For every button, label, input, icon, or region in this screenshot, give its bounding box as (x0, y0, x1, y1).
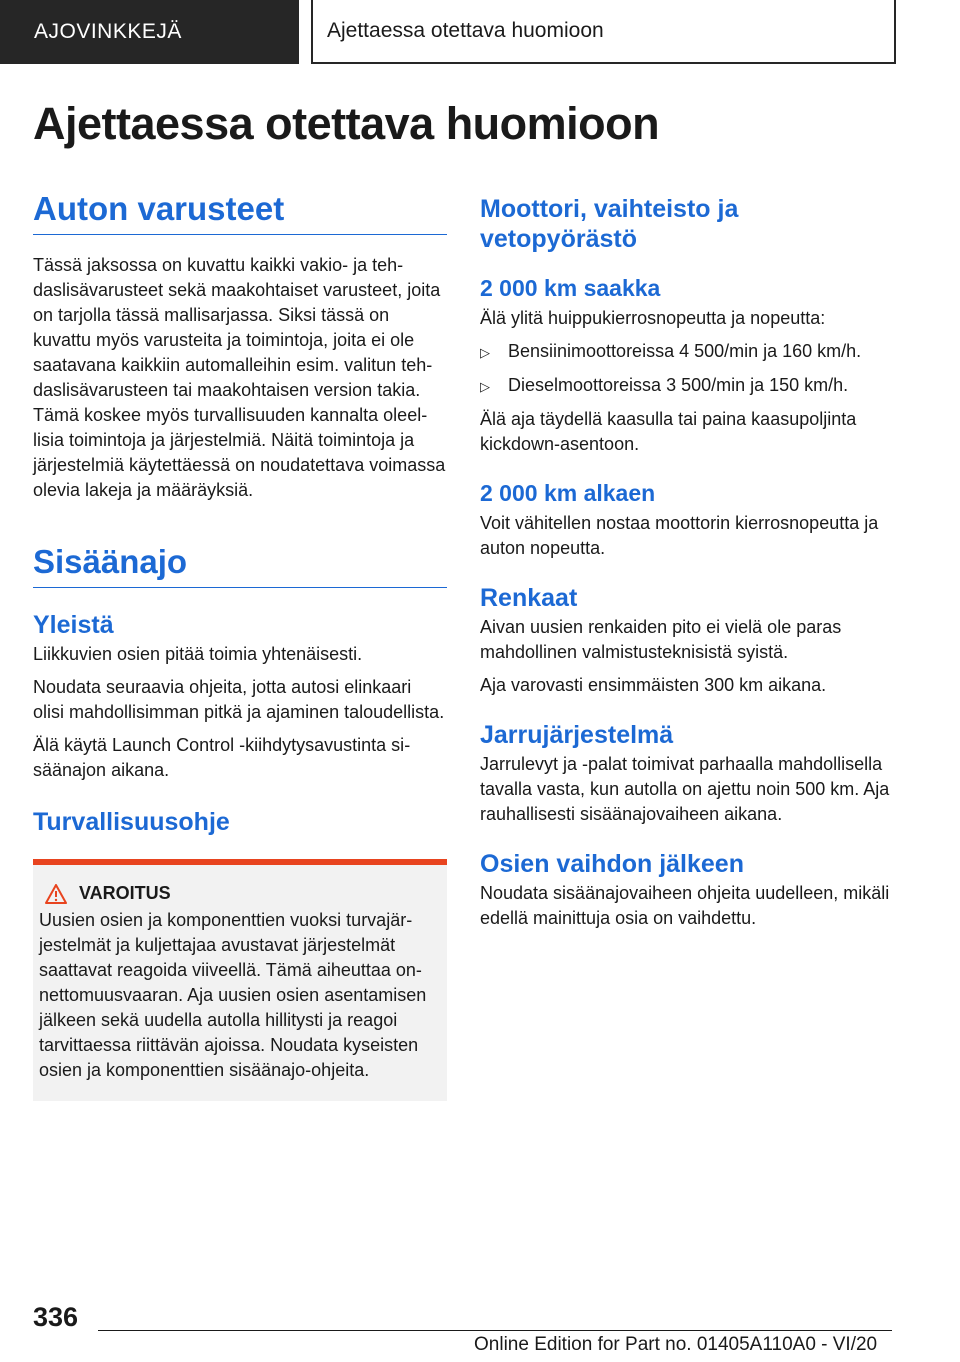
subheading-safety: Turvallisuusohje (33, 808, 230, 836)
warning-header (39, 883, 439, 904)
subheading-parts-replacement: Osien vaihdon jälkeen (480, 850, 744, 878)
warning-body: Uusien osien ja komponenttien vuoksi turvajärjestelmät ja kuljettajaa avustavat järjestelmät saattavat reagoida viiveellä. Tämä aiheuttaa onnettomuusvaaran. Aja uusien osien asentamisen jälkeen sekä uudella autolla hillitysti ja reagoi tarvittaessa riittävän ajoissa. Noudata kyseisten osien ja komponenttien sisäänajo-ohjeita. (39, 910, 427, 1080)
warning-box (33, 859, 447, 1101)
edition-note: Online Edition for Part no. 01405A110A0 - VI/20 (474, 1334, 878, 1355)
right-column (480, 190, 892, 931)
warning-label: VAROITUS (79, 883, 171, 903)
warning-triangle-icon (45, 884, 67, 904)
left-column (33, 190, 447, 1101)
list-item (480, 373, 892, 399)
footer-divider (98, 1330, 892, 1331)
triangle-bullet-icon: ▷ (480, 379, 490, 394)
list-item (480, 339, 892, 365)
subheading-tyres: Renkaat (480, 584, 578, 612)
subheading-brakes: Jarrujärjestelmä (480, 721, 674, 749)
parts-body: Noudata sisäänajovaiheen ohjeita uudelleen, mikäli edellä mainittuja osia on vaihdettu. (480, 883, 890, 928)
triangle-bullet-icon: ▷ (480, 345, 490, 360)
general-paragraph-3: Älä käytä Launch Control -kiihdytysavustinta sisäänajon aikana. (33, 735, 411, 780)
subheading-from-2000: 2 000 km alkaen (480, 480, 656, 506)
until-intro: Älä ylitä huippukierrosnopeutta ja nopeutta: (480, 308, 826, 328)
subheading-general: Yleistä (33, 611, 114, 639)
general-paragraph-2: Noudata seuraavia ohjeita, jotta autosi elinkaari olisi mahdollisimman pitkä ja ajaminen taloudellista. (33, 677, 445, 722)
until-paragraph-2: Älä aja täydellä kaasulla tai paina kaasupoljinta kickdown-asentoon. (480, 409, 857, 454)
from-body: Voit vähitellen nostaa moottorin kierrosnopeutta ja auton nopeutta. (480, 513, 879, 558)
tyres-paragraph-2: Aja varovasti ensimmäisten 300 km aikana. (480, 675, 827, 695)
general-paragraph-1: Liikkuvien osien pitää toimia yhtenäisesti. (33, 644, 363, 664)
page-title: Ajettaessa otettava huomioon (33, 98, 660, 149)
subheading-engine: Moottori, vaihteisto ja vetopyörästö (480, 195, 739, 253)
page-number: 336 (33, 1302, 79, 1332)
section-heading-running-in: Sisäänajo (33, 543, 447, 588)
section-heading-equipment: Auton varusteet (33, 190, 447, 235)
equipment-body: Tässä jaksossa on kuvattu kaikki vakio- ja tehdaslisävarusteet sekä maakohtaiset varusteet, joita on tarjolla tässä mallisarjassa. Siksi tässä on kuvattu myös varusteita ja toimintoja, joita ei ole saatavana kaikkiin automalleihin esim. valitun tehdaslisävarusteen tai maakohtaisen version takia. Tämä koskee myös turvallisuuden kannalta oleellisia toimintoja ja järjestelmiä. Näitä toimintoja ja järjestelmiä käytettäessä on noudatettava voimassa olevia lakeja ja määräyksiä. (33, 255, 446, 500)
section-tab[interactable]: AJOVINKKEJÄ (0, 0, 299, 64)
subheading-until-2000: 2 000 km saakka (480, 275, 661, 301)
brakes-body: Jarrulevyt ja -palat toimivat parhaalla mahdollisella tavalla vasta, kun autolla on ajettu noin 500 km. Aja rauhallisesti sisäänajovaiheen aikana. (480, 754, 890, 824)
breadcrumb: Ajettaessa otettava huomioon (311, 0, 896, 64)
bullet-text: Bensiinimoottoreissa 4 500/min ja 160 km/h. (508, 341, 862, 361)
bullet-text: Dieselmoottoreissa 3 500/min ja 150 km/h. (508, 375, 849, 395)
tyres-paragraph-1: Aivan uusien renkaiden pito ei vielä ole paras mahdollinen valmistusteknisistä syistä. (480, 617, 842, 662)
